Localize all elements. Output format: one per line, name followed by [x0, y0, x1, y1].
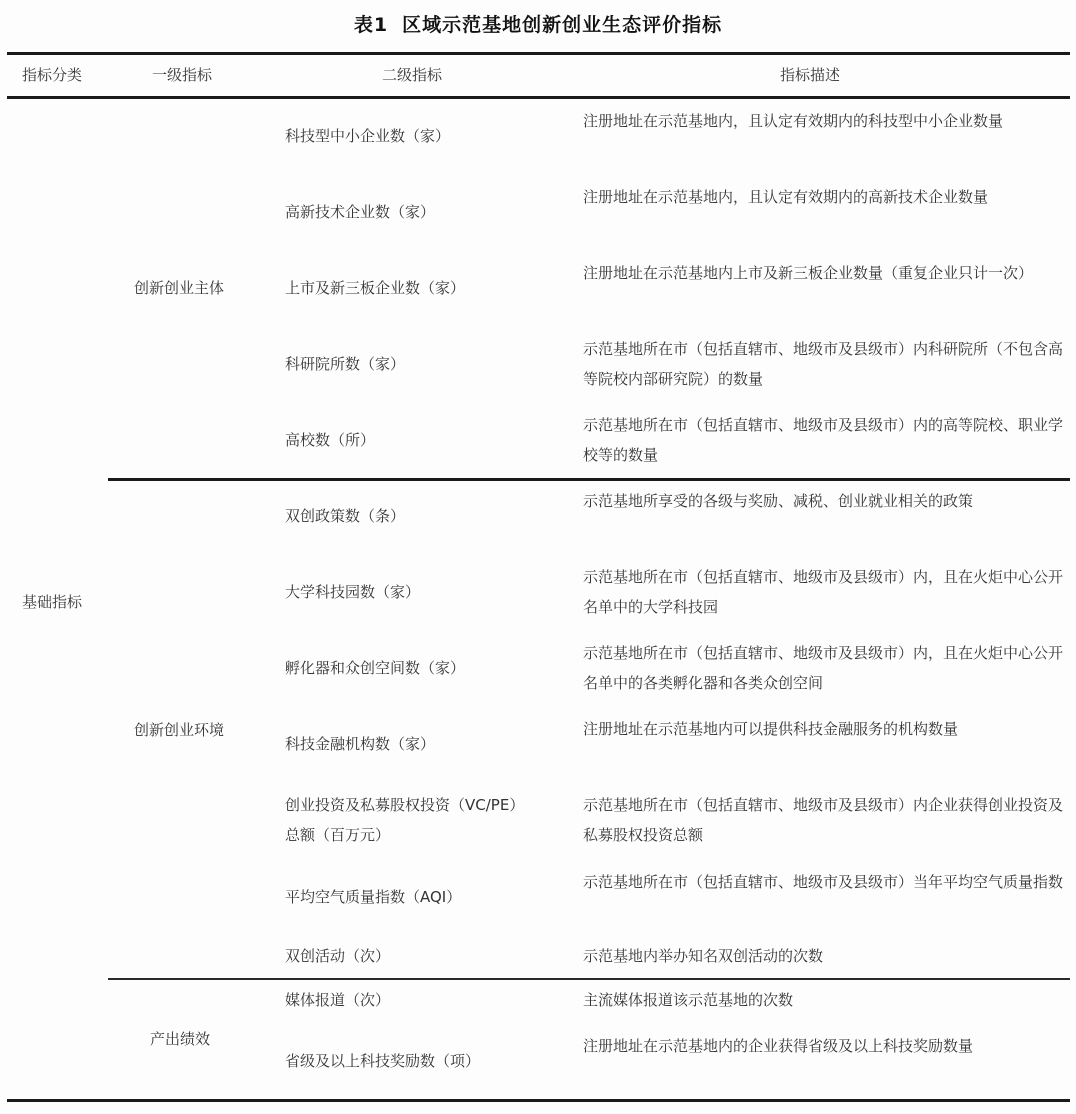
table-number: 表1: [353, 14, 389, 36]
header-level1: 一级指标: [152, 66, 213, 84]
description: 注册地址在示范基地内可以提供科技金融服务的机构数量: [583, 720, 959, 738]
description: 示范基地所在市（包括直辖市、地级市及县级市）内的高等院校、职业学校等的数量: [583, 416, 1064, 464]
level1-label: 创新创业环境: [134, 721, 225, 739]
level2-label: 大学科技园数（家）: [285, 583, 421, 601]
level2-label: 创业投资及私募股权投资（VC/PE）总额（百万元）: [285, 796, 525, 844]
level2-label: 双创活动（次）: [285, 947, 391, 965]
table-caption: [0, 10, 1076, 37]
level2-label: 孵化器和众创空间数（家）: [285, 659, 466, 677]
description: 示范基地内举办知名双创活动的次数: [583, 947, 824, 965]
description: 示范基地所在市（包括直辖市、地级市及县级市）当年平均空气质量指数: [583, 873, 1064, 891]
header-description: 指标描述: [780, 66, 841, 84]
category-label: 基础指标: [22, 593, 83, 611]
header-category: 指标分类: [22, 66, 83, 84]
description: 注册地址在示范基地内，且认定有效期内的科技型中小企业数量: [583, 112, 1004, 130]
description: 注册地址在示范基地内上市及新三板企业数量（重复企业只计一次）: [583, 264, 1034, 282]
level1-label: 产出绩效: [150, 1030, 211, 1048]
level2-label: 省级及以上科技奖励数（项）: [285, 1052, 481, 1070]
description: 示范基地所在市（包括直辖市、地级市及县级市）内企业获得创业投资及私募股权投资总额: [583, 796, 1064, 844]
bottom-rule: [7, 1099, 1070, 1102]
description: 注册地址在示范基地内的企业获得省级及以上科技奖励数量: [583, 1037, 974, 1055]
description: 示范基地所在市（包括直辖市、地级市及县级市）内，且在火炬中心公开名单中的各类孵化器和各类众创空间: [583, 644, 1064, 692]
level2-label: 高校数（所）: [285, 431, 376, 449]
description: 主流媒体报道该示范基地的次数: [583, 991, 794, 1009]
description: 注册地址在示范基地内，且认定有效期内的高新技术企业数量: [583, 188, 989, 206]
group-separator: [108, 478, 1070, 481]
level2-label: 媒体报道（次）: [285, 991, 391, 1009]
level1-label: 创新创业主体: [134, 279, 225, 297]
description: 示范基地所在市（包括直辖市、地级市及县级市）内科研院所（不包含高等院校内部研究院）的数量: [583, 340, 1064, 388]
level2-label: 科研院所数（家）: [285, 355, 406, 373]
level2-label: 平均空气质量指数（AQI）: [285, 888, 462, 906]
top-rule: [7, 52, 1070, 55]
level2-label: 科技金融机构数（家）: [285, 735, 436, 753]
level2-label: 双创政策数（条）: [285, 507, 406, 525]
level2-label: 高新技术企业数（家）: [285, 203, 436, 221]
level2-label: 上市及新三板企业数（家）: [285, 279, 466, 297]
table-title: 区域示范基地创新创业生态评价指标: [402, 14, 723, 36]
description: 示范基地所在市（包括直辖市、地级市及县级市）内，且在火炬中心公开名单中的大学科技园: [583, 568, 1064, 616]
description: 示范基地所享受的各级与奖励、减税、创业就业相关的政策: [583, 492, 974, 510]
header-rule: [7, 96, 1070, 99]
header-level2: 二级指标: [382, 66, 443, 84]
level2-label: 科技型中小企业数（家）: [285, 127, 451, 145]
group-separator: [108, 978, 1070, 980]
